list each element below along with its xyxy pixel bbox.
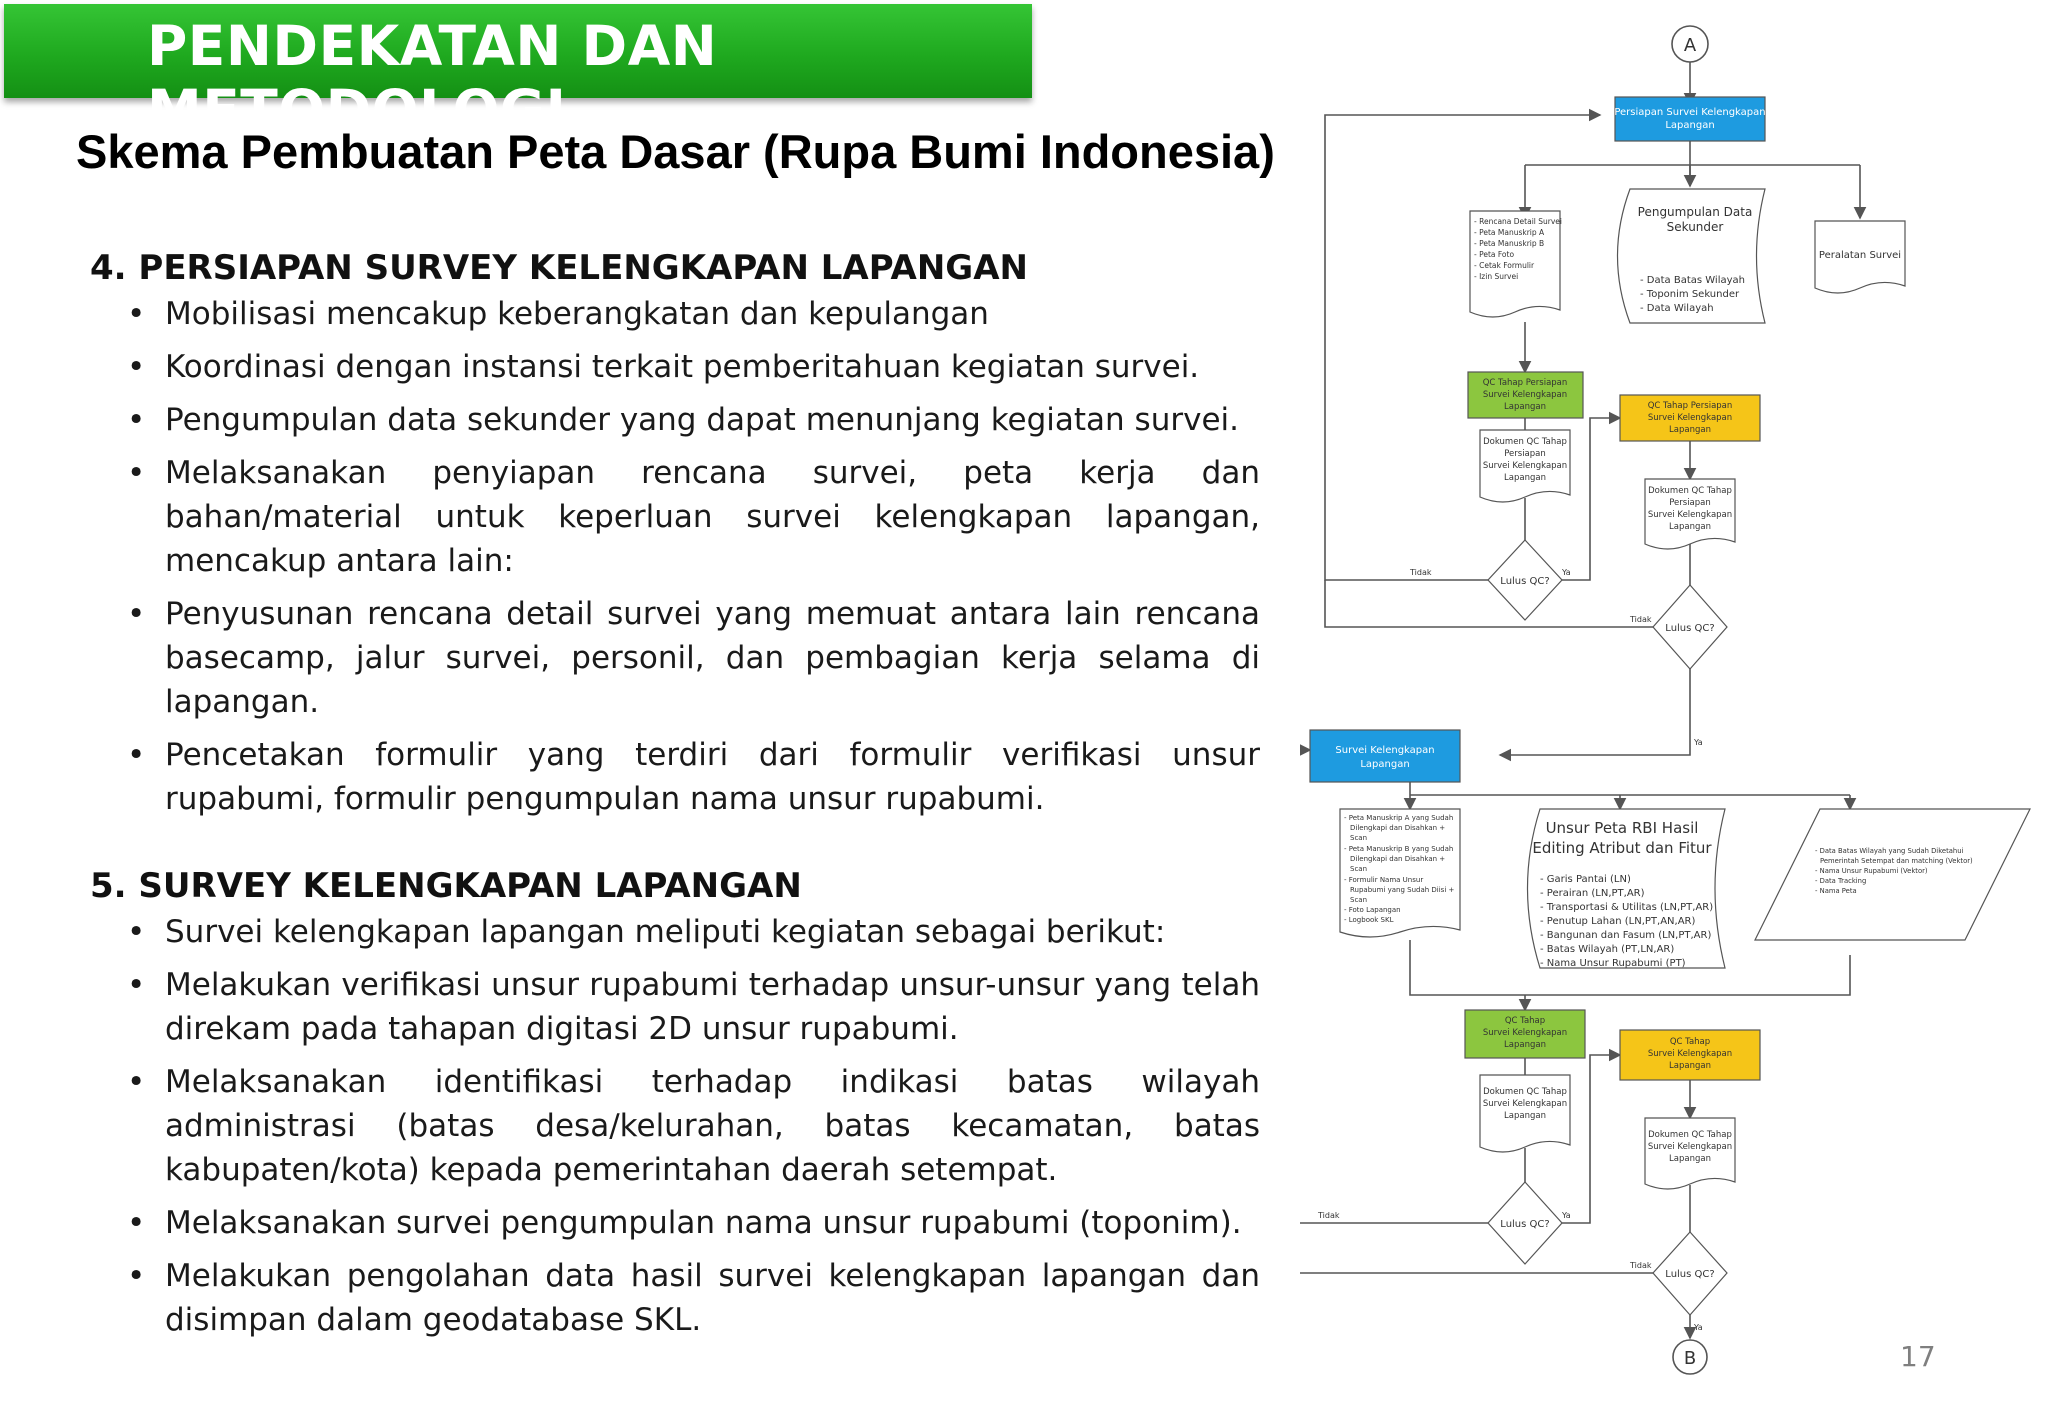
storage-item: - Transportasi & Utilitas (LN,PT,AR) <box>1540 902 1714 913</box>
storage-title: Pengumpulan Data <box>1637 205 1753 219</box>
doc-line: Rupabumi yang Sudah Diisi + <box>1350 886 1455 894</box>
qc-label: Survei Kelengkapan <box>1482 390 1568 400</box>
storage-item: - Batas Wilayah (PT,LN,AR) <box>1540 944 1675 955</box>
bullet-item: • Survei kelengkapan lapangan meliputi kegiatan sebagai berikut: <box>90 910 1260 954</box>
no-label: Tidak <box>1630 1261 1652 1270</box>
doc-line: Persiapan <box>1669 498 1711 508</box>
bullet-item: • Pencetakan formulir yang terdiri dari formulir verifikasi unsur rupabumi, formulir pengumpulan nama unsur rupabumi. <box>90 733 1260 821</box>
doc-line: Scan <box>1350 865 1368 873</box>
qc-label: Lapangan <box>1504 402 1546 412</box>
section-persiapan <box>90 248 1260 821</box>
data-line: - Data Tracking <box>1815 877 1867 885</box>
section-survey <box>90 866 1260 1342</box>
yes-label: Ya <box>1694 738 1703 747</box>
storage-item: - Toponim Sekunder <box>1640 289 1740 300</box>
doc-line: Dokumen QC Tahap <box>1648 486 1732 496</box>
doc-line: - Peta Manuskrip A yang Sudah <box>1344 814 1454 822</box>
doc-line: Scan <box>1350 834 1368 842</box>
process-survei-kelengkapan <box>1310 730 1460 782</box>
storage-item: - Nama Unsur Rupabumi (PT) <box>1540 958 1686 969</box>
bullet-item: • Melaksanakan identifikasi terhadap indikasi batas wilayah administrasi (batas desa/kelurahan, batas kecamatan, batas kabupaten/kota) kepada pemerintahan daerah setempat. <box>90 1060 1260 1192</box>
decision-label: Lulus QC? <box>1665 1269 1715 1280</box>
data-line: - Data Batas Wilayah yang Sudah Diketahui <box>1815 847 1964 855</box>
doc-line: - Peta Manuskrip B <box>1474 239 1545 248</box>
data-line: Pemerintah Setempat dan matching (Vektor) <box>1820 857 1973 865</box>
qc-label: Survei Kelengkapan <box>1647 1049 1733 1059</box>
bullet-item: • Melakukan verifikasi unsur rupabumi terhadap unsur-unsur yang telah direkam pada tahapan digitasi 2D unsur rupabumi. <box>90 963 1260 1051</box>
doc-line: Survei Kelengkapan <box>1647 510 1733 520</box>
storage-item: - Data Batas Wilayah <box>1640 275 1746 286</box>
storage-title: Sekunder <box>1666 220 1724 234</box>
no-label: Tidak <box>1318 1211 1340 1220</box>
doc-line: Dokumen QC Tahap <box>1648 1130 1732 1140</box>
qc-label: QC Tahap Persiapan <box>1647 401 1733 411</box>
doc-line: - Izin Survei <box>1474 272 1519 281</box>
storage-title: Unsur Peta RBI Hasil <box>1545 819 1699 837</box>
banner-title: PENDEKATAN DAN METODOLOGI <box>147 14 718 142</box>
process-persiapan-survei <box>1615 97 1765 141</box>
qc-label: Lapangan <box>1504 1040 1546 1050</box>
qc-label: Survei Kelengkapan <box>1647 413 1733 423</box>
qc-label: Lapangan <box>1669 1061 1711 1071</box>
storage-item: - Data Wilayah <box>1640 303 1714 314</box>
qc-label: QC Tahap <box>1504 1016 1546 1026</box>
decision-label: Lulus QC? <box>1665 623 1715 634</box>
data-line: - Nama Unsur Rupabumi (Vektor) <box>1815 867 1928 875</box>
connector-a-label: A <box>1683 35 1697 56</box>
no-label: Tidak <box>1410 568 1432 577</box>
qc-label: Survei Kelengkapan <box>1482 1028 1568 1038</box>
bullet-list <box>90 292 1260 821</box>
storage-title: Editing Atribut dan Fitur <box>1532 839 1712 857</box>
process-label: Lapangan <box>1360 759 1410 770</box>
doc-line: Survei Kelengkapan <box>1647 1142 1733 1152</box>
doc-line: Dokumen QC Tahap <box>1483 1087 1567 1097</box>
bullet-item: • Melaksanakan survei pengumpulan nama unsur rupabumi (toponim). <box>90 1201 1260 1245</box>
storage-item: - Bangunan dan Fasum (LN,PT,AR) <box>1540 930 1712 941</box>
doc-line: - Rencana Detail Survei <box>1474 217 1562 226</box>
bullet-item: • Penyusunan rencana detail survei yang memuat antara lain rencana basecamp, jalur survei, personil, dan pembagian kerja selama di lapangan. <box>90 592 1260 724</box>
doc-line: Dilengkapi dan Disahkan + <box>1350 855 1446 863</box>
qc-label: QC Tahap <box>1669 1037 1711 1047</box>
doc-line: Scan <box>1350 896 1368 904</box>
yes-label: Ya <box>1694 1323 1703 1332</box>
doc-line: Lapangan <box>1504 1111 1546 1121</box>
flow-connectors <box>1300 62 1860 1338</box>
qc-label: QC Tahap Persiapan <box>1482 378 1568 388</box>
doc-line: - Cetak Formulir <box>1474 261 1535 270</box>
no-label: Tidak <box>1630 615 1652 624</box>
bullet-list <box>90 910 1260 1342</box>
qc-label: Lapangan <box>1669 425 1711 435</box>
doc-line: - Peta Manuskrip A <box>1474 228 1545 237</box>
decision-label: Lulus QC? <box>1500 1219 1550 1230</box>
doc-line: Persiapan <box>1504 449 1546 459</box>
storage-item: - Perairan (LN,PT,AR) <box>1540 888 1645 899</box>
decision-label: Lulus QC? <box>1500 576 1550 587</box>
data-line: - Nama Peta <box>1815 887 1857 895</box>
storage-item: - Penutup Lahan (LN,PT,AN,AR) <box>1540 916 1696 927</box>
doc-line: Dokumen QC Tahap <box>1483 437 1567 447</box>
doc-line: - Peta Manuskrip B yang Sudah <box>1344 845 1454 853</box>
doc-line: - Foto Lapangan <box>1344 906 1401 914</box>
section-heading: 4. PERSIAPAN SURVEY KELENGKAPAN LAPANGAN <box>90 248 1028 288</box>
slide-subtitle: Skema Pembuatan Peta Dasar (Rupa Bumi Indonesia) <box>76 125 1275 178</box>
doc-line: - Logbook SKL <box>1344 916 1394 924</box>
process-label: Survei Kelengkapan <box>1335 745 1435 756</box>
connector-b-label: B <box>1683 1348 1697 1369</box>
yes-label: Ya <box>1562 568 1571 577</box>
slide-content <box>90 248 1260 1351</box>
doc-line: Dilengkapi dan Disahkan + <box>1350 824 1446 832</box>
doc-line: Lapangan <box>1504 473 1546 483</box>
doc-line: Lapangan <box>1669 1154 1711 1164</box>
doc-label: Peralatan Survei <box>1818 250 1902 261</box>
bullet-item: • Melaksanakan penyiapan rencana survei, peta kerja dan bahan/material untuk keperluan survei kelengkapan lapangan, mencakup antara lain: <box>90 451 1260 583</box>
page-number: 17 <box>1900 1340 1936 1373</box>
doc-line: - Peta Foto <box>1474 250 1515 259</box>
yes-label: Ya <box>1562 1211 1571 1220</box>
doc-line: Lapangan <box>1669 522 1711 532</box>
process-label: Persiapan Survei Kelengkapan <box>1614 107 1766 118</box>
bullet-item: • Koordinasi dengan instansi terkait pemberitahuan kegiatan survei. <box>90 345 1260 389</box>
title-banner <box>4 4 1032 142</box>
section-heading: 5. SURVEY KELENGKAPAN LAPANGAN <box>90 866 802 906</box>
process-label: Lapangan <box>1665 120 1715 131</box>
bullet-item: • Mobilisasi mencakup keberangkatan dan kepulangan <box>90 292 1260 336</box>
storage-item: - Garis Pantai (LN) <box>1540 874 1631 885</box>
doc-line: - Formulir Nama Unsur <box>1344 876 1424 884</box>
doc-line: Survei Kelengkapan <box>1482 1099 1568 1109</box>
bullet-item: • Melakukan pengolahan data hasil survei kelengkapan lapangan dan disimpan dalam geodatabase SKL. <box>90 1254 1260 1342</box>
doc-line: Survei Kelengkapan <box>1482 461 1568 471</box>
flowchart-diagram <box>1300 20 2040 1380</box>
bullet-item: • Pengumpulan data sekunder yang dapat menunjang kegiatan survei. <box>90 398 1260 442</box>
